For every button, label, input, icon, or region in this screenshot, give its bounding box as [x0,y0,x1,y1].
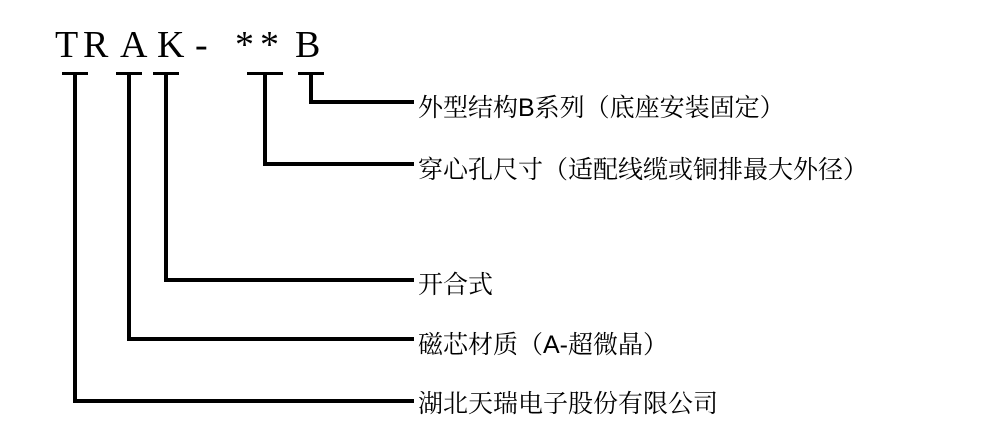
callout-label-structure: 外型结构B系列（底座安装固定） [418,94,785,122]
callout-label-hole-size: 穿心孔尺寸（适配线缆或铜排最大外径） [418,156,869,184]
leader-company-vertical [73,72,77,403]
leader-core-material-horizontal [127,337,414,341]
code-char-star2: * [260,24,279,66]
leader-split-core-vertical [164,72,168,282]
callout-label-core-material: 磁芯材质（A-超微晶） [418,331,669,359]
leader-company-horizontal [73,399,414,403]
callout-label-company: 湖北天瑞电子股份有限公司 [418,390,719,418]
code-char-a: A [120,24,148,66]
code-char-b: B [295,24,321,66]
leader-structure-horizontal [309,100,414,104]
leader-split-core-horizontal [164,278,414,282]
code-char-star1: * [235,24,254,66]
code-char-k: K [157,24,185,66]
code-char-dash: - [195,24,208,66]
code-char-r: R [83,24,109,66]
leader-hole-size-vertical [263,72,267,166]
leader-hole-size-horizontal [263,162,414,166]
callout-label-split-core: 开合式 [418,271,494,299]
code-char-t: T [55,24,79,66]
leader-core-material-vertical [127,72,131,341]
